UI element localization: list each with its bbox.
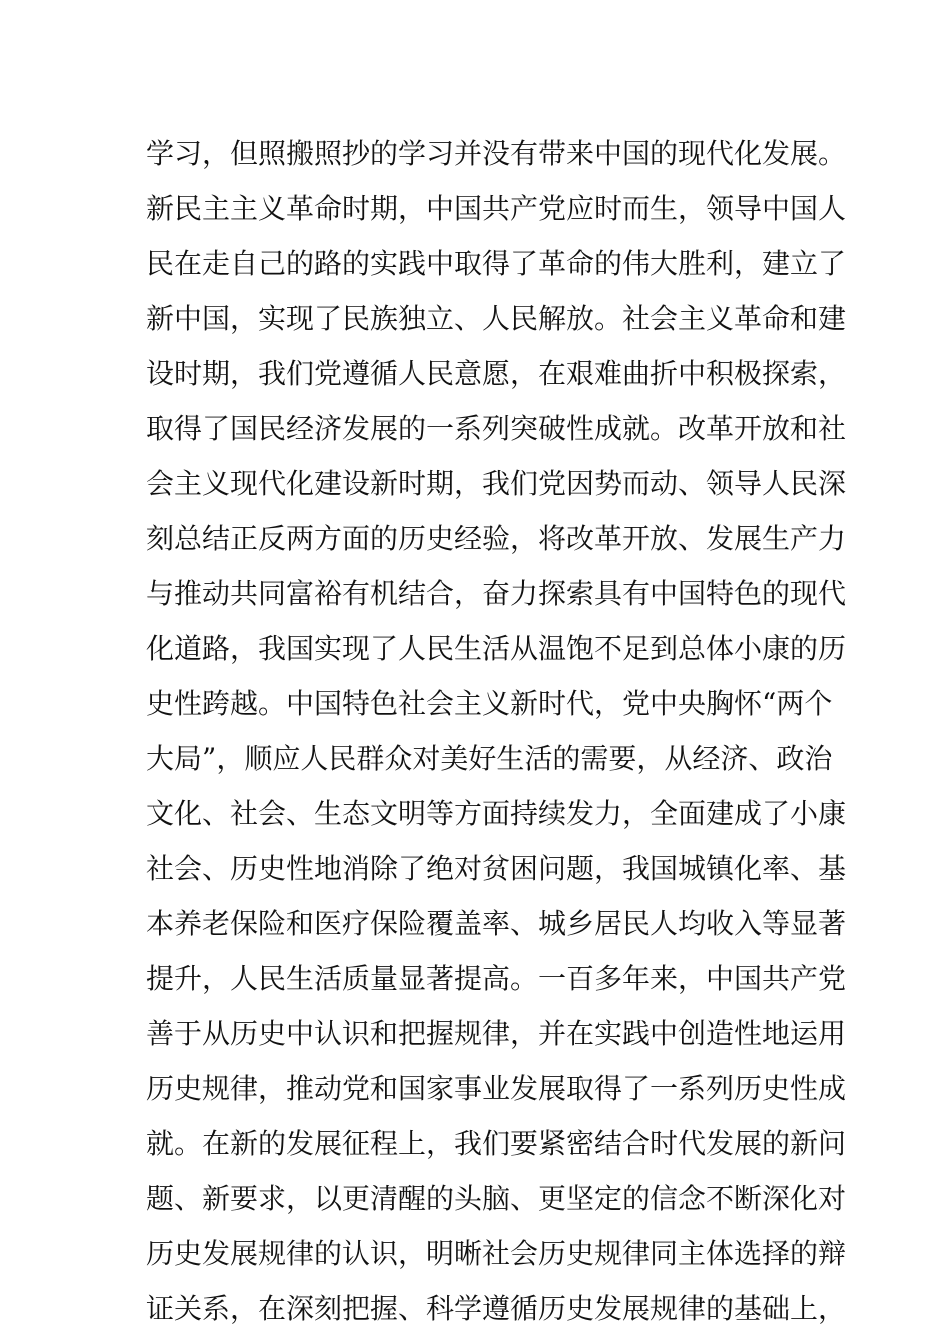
text-line: 会主义现代化建设新时期，我们党因势而动、领导人民深 [146,467,847,500]
text-line: 历史发展规律的认识，明晰社会历史规律同主体选择的辩 [146,1237,847,1270]
text-line: 提升，人民生活质量显著提高。一百多年来，中国共产党 [146,962,847,995]
text-line: 大局”，顺应人民群众对美好生活的需要，从经济、政治 [146,742,833,775]
text-line: 证关系，在深刻把握、科学遵循历史发展规律的基础上， [146,1292,847,1325]
text-line: 本养老保险和医疗保险覆盖率、城乡居民人均收入等显著 [146,907,847,940]
text-line: 史性跨越。中国特色社会主义新时代，党中央胸怀“两个 [146,687,833,720]
text-line: 取得了国民经济发展的一系列突破性成就。改革开放和社 [146,412,847,445]
text-line: 就。在新的发展征程上，我们要紧密结合时代发展的新问 [146,1127,847,1160]
text-line: 新中国，实现了民族独立、人民解放。社会主义革命和建 [146,302,847,335]
text-line: 化道路，我国实现了人民生活从温饱不足到总体小康的历 [146,632,847,665]
text-line: 题、新要求，以更清醒的头脑、更坚定的信念不断深化对 [146,1182,847,1215]
text-line: 民在走自己的路的实践中取得了革命的伟大胜利，建立了 [146,247,847,280]
text-line: 设时期，我们党遵循人民意愿，在艰难曲折中积极探索， [146,357,847,390]
text-line: 历史规律，推动党和国家事业发展取得了一系列历史性成 [146,1072,847,1105]
document-body [146,126,847,1336]
text-line: 社会、历史性地消除了绝对贫困问题，我国城镇化率、基 [146,852,847,885]
text-line: 文化、社会、生态文明等方面持续发力，全面建成了小康 [146,797,847,830]
text-line: 新民主主义革命时期，中国共产党应时而生，领导中国人 [146,192,847,225]
text-line: 刻总结正反两方面的历史经验，将改革开放、发展生产力 [146,522,847,555]
text-line: 善于从历史中认识和把握规律，并在实践中创造性地运用 [146,1017,847,1050]
text-line: 学习，但照搬照抄的学习并没有带来中国的现代化发展。 [146,137,847,170]
text-line: 与推动共同富裕有机结合，奋力探索具有中国特色的现代 [146,577,847,610]
